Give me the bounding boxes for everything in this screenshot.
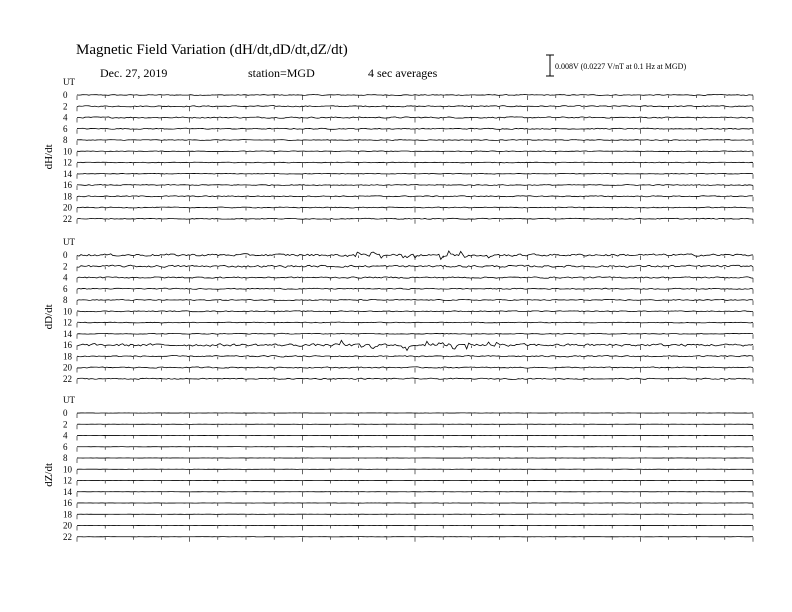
- trace-line: [77, 333, 753, 334]
- hour-tick-label: 2: [63, 261, 68, 272]
- trace-line: [77, 185, 753, 186]
- scale-bar: [546, 55, 686, 76]
- hour-tick-label: 22: [63, 213, 72, 224]
- hour-tick-label: 10: [63, 146, 72, 157]
- trace-line: [77, 299, 753, 300]
- hour-tick-label: 14: [63, 328, 72, 339]
- ut-label: UT: [63, 395, 75, 405]
- scale-bar-label: 0.008V (0.0227 V/nT at 0.1 Hz at MGD): [555, 62, 687, 71]
- y-axis-label: dZ/dt: [43, 462, 55, 487]
- hour-tick-label: 16: [63, 340, 72, 350]
- ut-label: UT: [63, 237, 75, 247]
- trace-line: [77, 322, 753, 323]
- hour-tick-label: 0: [63, 408, 68, 418]
- panels-group: [43, 77, 753, 542]
- y-axis-label: dD/dt: [43, 304, 55, 330]
- trace-line: [77, 367, 753, 368]
- hour-tick-label: 22: [63, 373, 72, 384]
- y-axis-label: dH/dt: [43, 144, 55, 170]
- panel-dH-dt: [43, 77, 753, 224]
- hour-tick-label: 4: [63, 272, 68, 283]
- hour-tick-label: 10: [63, 306, 72, 317]
- hour-tick-label: 0: [63, 90, 68, 100]
- trace-line: [77, 196, 753, 197]
- trace-line: [77, 95, 753, 96]
- trace-line: [77, 173, 753, 174]
- trace-line: [77, 106, 753, 107]
- chart-title: Magnetic Field Variation (dH/dt,dD/dt,dZ/dt): [76, 42, 348, 58]
- trace-line: [77, 288, 753, 289]
- hour-tick-label: 12: [63, 317, 72, 328]
- averaging-label: 4 sec averages: [368, 66, 438, 80]
- hour-tick-label: 18: [63, 351, 72, 362]
- hour-tick-label: 14: [63, 168, 72, 179]
- trace-line: [77, 218, 753, 219]
- trace-line: [77, 378, 753, 379]
- hour-tick-label: 8: [63, 135, 68, 145]
- hour-tick-label: 6: [63, 123, 68, 134]
- panel-dZ-dt: [43, 395, 753, 542]
- trace-line: [77, 151, 753, 152]
- trace-line: [77, 311, 753, 312]
- trace-line: [77, 355, 753, 357]
- hour-tick-label: 14: [63, 486, 72, 497]
- hour-tick-label: 20: [63, 362, 72, 373]
- hour-tick-label: 6: [63, 441, 68, 452]
- hour-tick-label: 20: [63, 202, 72, 213]
- date-label: Dec. 27, 2019: [100, 66, 168, 80]
- hour-tick-label: 2: [63, 419, 68, 430]
- trace-line: [77, 207, 753, 208]
- hour-tick-label: 16: [63, 180, 72, 190]
- hour-tick-label: 8: [63, 453, 68, 463]
- hour-tick-label: 20: [63, 520, 72, 531]
- hour-tick-label: 18: [63, 509, 72, 520]
- hour-tick-label: 16: [63, 498, 72, 508]
- trace-line: [77, 128, 753, 129]
- hour-tick-label: 2: [63, 101, 68, 112]
- hour-tick-label: 4: [63, 430, 68, 441]
- ut-label: UT: [63, 77, 75, 87]
- panel-dD-dt: [43, 237, 753, 384]
- hour-tick-label: 4: [63, 112, 68, 123]
- station-label: station=MGD: [248, 66, 315, 80]
- hour-tick-label: 18: [63, 191, 72, 202]
- hour-tick-label: 6: [63, 283, 68, 294]
- hour-tick-label: 10: [63, 464, 72, 475]
- hour-tick-label: 8: [63, 295, 68, 305]
- hour-tick-label: 22: [63, 531, 72, 542]
- hour-tick-label: 0: [63, 250, 68, 260]
- hour-tick-label: 12: [63, 157, 72, 168]
- trace-line: [77, 162, 753, 163]
- trace-line: [77, 140, 753, 141]
- hour-tick-label: 12: [63, 475, 72, 486]
